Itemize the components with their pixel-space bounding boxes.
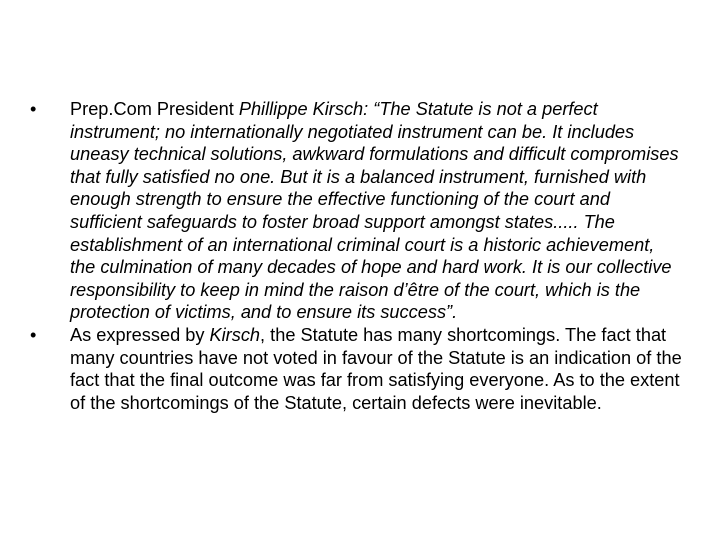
bullet-marker: •	[30, 99, 37, 119]
shortcomings-rest: , the Statute has many shortcomings. The fact that many countries have not voted in favour of the Statute is an indication of the fact that the final outcome was far from satisfying everyone. As to the extent of the shortcomings of the Statute, certain defects were inevitable.	[70, 324, 682, 413]
quote-speaker: Phillippe Kirsch:	[238, 99, 374, 119]
bullet-marker: •	[30, 324, 37, 345]
bullet-kirsch-quote	[30, 98, 682, 324]
shortcomings-name: Kirsch	[209, 324, 261, 345]
quote-intro: Prep.Com President	[70, 99, 239, 119]
bullet-shortcomings	[30, 324, 682, 414]
bullet-list	[30, 98, 682, 414]
shortcomings-lead: As expressed by	[70, 324, 210, 345]
bullet-text	[70, 324, 682, 414]
kirsch-quote: “The Statute is not a perfect instrument; no internationally negotiated instrument can be. It includes uneasy technical solutions, awkward formulations and difficult compromises that fully satisfied no one. But it is a balanced instrument, furnished with enough strength to ensure the effective functioning of the court and sufficient safeguards to foster broad support amongst states..... The establishment of an international criminal court is a historic achievement, the culmination of many decades of hope and hard work. It is our collective responsibility to keep in mind the raison d’être of the court, which is the protection of victims, and to ensure its success”.	[70, 99, 679, 323]
bullet-text	[70, 98, 682, 324]
